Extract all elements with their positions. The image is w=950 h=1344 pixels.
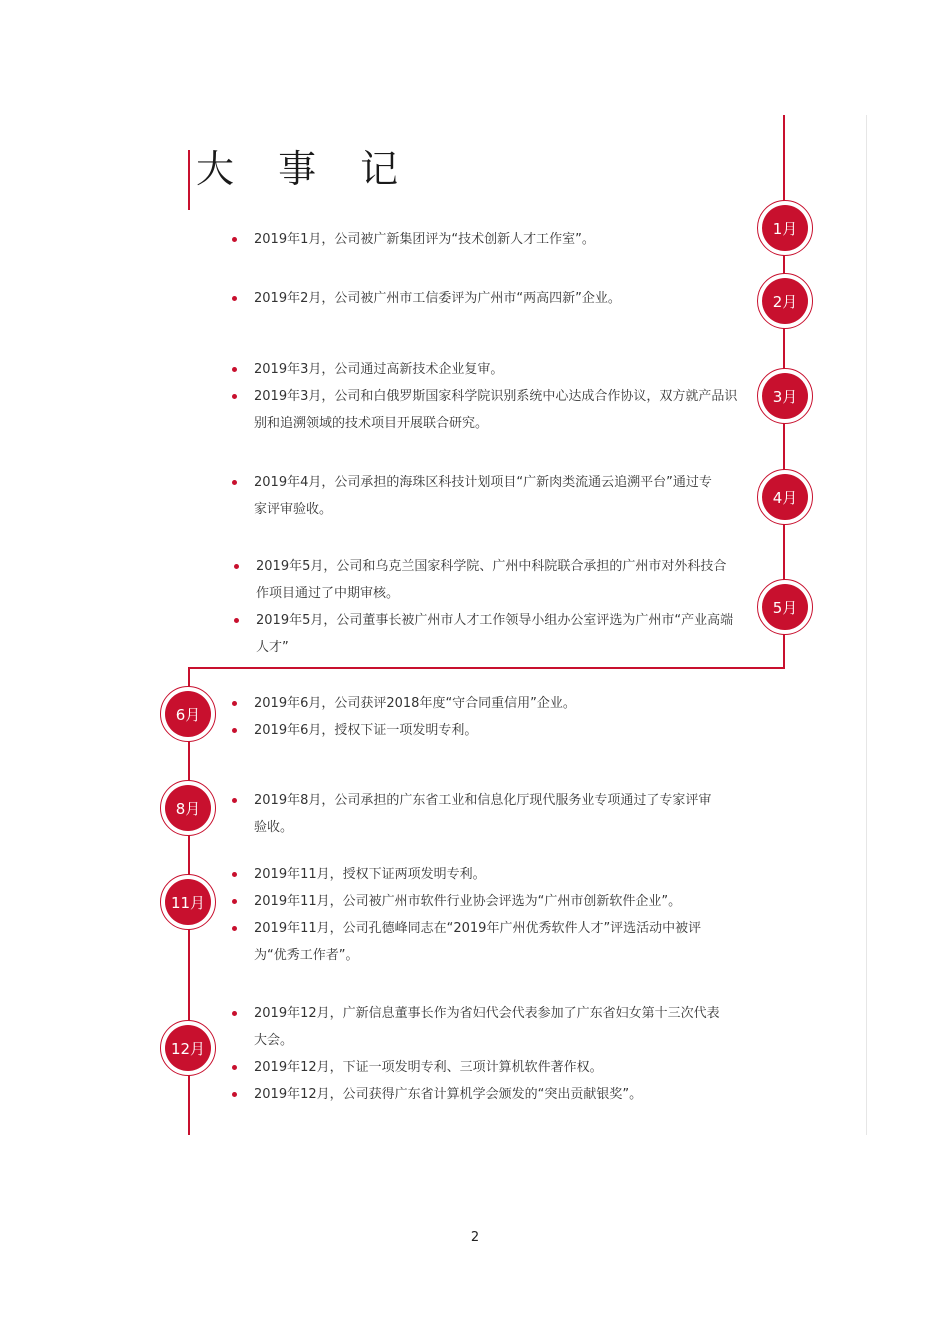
month-badge-jan bbox=[757, 200, 813, 256]
page-title: 大 事 记 bbox=[196, 147, 415, 191]
month-badge-feb bbox=[757, 273, 813, 329]
month-badge-mar bbox=[757, 368, 813, 424]
bullet-dot bbox=[232, 1092, 237, 1097]
bullet-dot bbox=[232, 798, 237, 803]
bullet-dot bbox=[232, 728, 237, 733]
month-badge-jun bbox=[160, 686, 216, 742]
month-label: 4月 bbox=[762, 474, 808, 520]
event-item: 2019年12月，广新信息董事长作为省妇代会代表参加了广东省妇女第十三次代表大会。 bbox=[254, 1000, 729, 1054]
bullet-dot bbox=[232, 1011, 237, 1016]
month-badge-apr bbox=[757, 469, 813, 525]
event-item: 2019年11月，公司孔德峰同志在“2019年广州优秀软件人才”评选活动中被评为“优秀工作者”。 bbox=[254, 915, 729, 969]
bullet-dot bbox=[234, 564, 239, 569]
timeline-connector bbox=[188, 667, 785, 669]
bullet-dot bbox=[232, 237, 237, 242]
bullet-dot bbox=[234, 618, 239, 623]
bullet-dot bbox=[232, 926, 237, 931]
event-item: 2019年11月，公司被广州市软件行业协会评选为“广州市创新软件企业”。 bbox=[254, 888, 734, 915]
event-item: 2019年4月，公司承担的海珠区科技计划项目“广新肉类流通云追溯平台”通过专家评审验收。 bbox=[254, 469, 724, 523]
page-edge-line bbox=[866, 115, 867, 1135]
event-item: 2019年2月，公司被广州市工信委评为广州市“两高四新”企业。 bbox=[254, 285, 734, 312]
event-item: 2019年5月，公司和乌克兰国家科学院、广州中科院联合承担的广州市对外科技合作项目通过了中期审核。 bbox=[256, 553, 736, 607]
month-badge-aug bbox=[160, 780, 216, 836]
event-item: 2019年3月，公司和白俄罗斯国家科学院识别系统中心达成合作协议，双方就产品识别和追溯领域的技术项目开展联合研究。 bbox=[254, 383, 744, 437]
title-accent-bar bbox=[188, 150, 190, 210]
event-item: 2019年3月，公司通过高新技术企业复审。 bbox=[254, 356, 734, 383]
bullet-dot bbox=[232, 367, 237, 372]
bullet-dot bbox=[232, 872, 237, 877]
event-item: 2019年12月，下证一项发明专利、三项计算机软件著作权。 bbox=[254, 1054, 734, 1081]
bullet-dot bbox=[232, 296, 237, 301]
event-item: 2019年8月，公司承担的广东省工业和信息化厅现代服务业专项通过了专家评审验收。 bbox=[254, 787, 724, 841]
bullet-dot bbox=[232, 394, 237, 399]
event-item: 2019年12月，公司获得广东省计算机学会颁发的“突出贡献银奖”。 bbox=[254, 1081, 734, 1108]
month-label: 2月 bbox=[762, 278, 808, 324]
bullet-dot bbox=[232, 899, 237, 904]
page-number: 2 bbox=[470, 1230, 480, 1245]
bullet-dot bbox=[232, 701, 237, 706]
event-item: 2019年6月，公司获评2018年度“守合同重信用”企业。 bbox=[254, 690, 734, 717]
bullet-dot bbox=[232, 1065, 237, 1070]
month-label: 6月 bbox=[165, 691, 211, 737]
month-label: 1月 bbox=[762, 205, 808, 251]
month-badge-nov bbox=[160, 874, 216, 930]
month-label: 5月 bbox=[762, 584, 808, 630]
month-badge-dec bbox=[160, 1020, 216, 1076]
month-label: 11月 bbox=[165, 879, 211, 925]
month-label: 8月 bbox=[165, 785, 211, 831]
event-item: 2019年1月，公司被广新集团评为“技术创新人才工作室”。 bbox=[254, 226, 734, 253]
event-item: 2019年5月，公司董事长被广州市人才工作领导小组办公室评选为广州市“产业高端人才” bbox=[256, 607, 736, 661]
event-item: 2019年6月，授权下证一项发明专利。 bbox=[254, 717, 734, 744]
bullet-dot bbox=[232, 480, 237, 485]
event-item: 2019年11月，授权下证两项发明专利。 bbox=[254, 861, 734, 888]
month-label: 12月 bbox=[165, 1025, 211, 1071]
month-badge-may bbox=[757, 579, 813, 635]
month-label: 3月 bbox=[762, 373, 808, 419]
